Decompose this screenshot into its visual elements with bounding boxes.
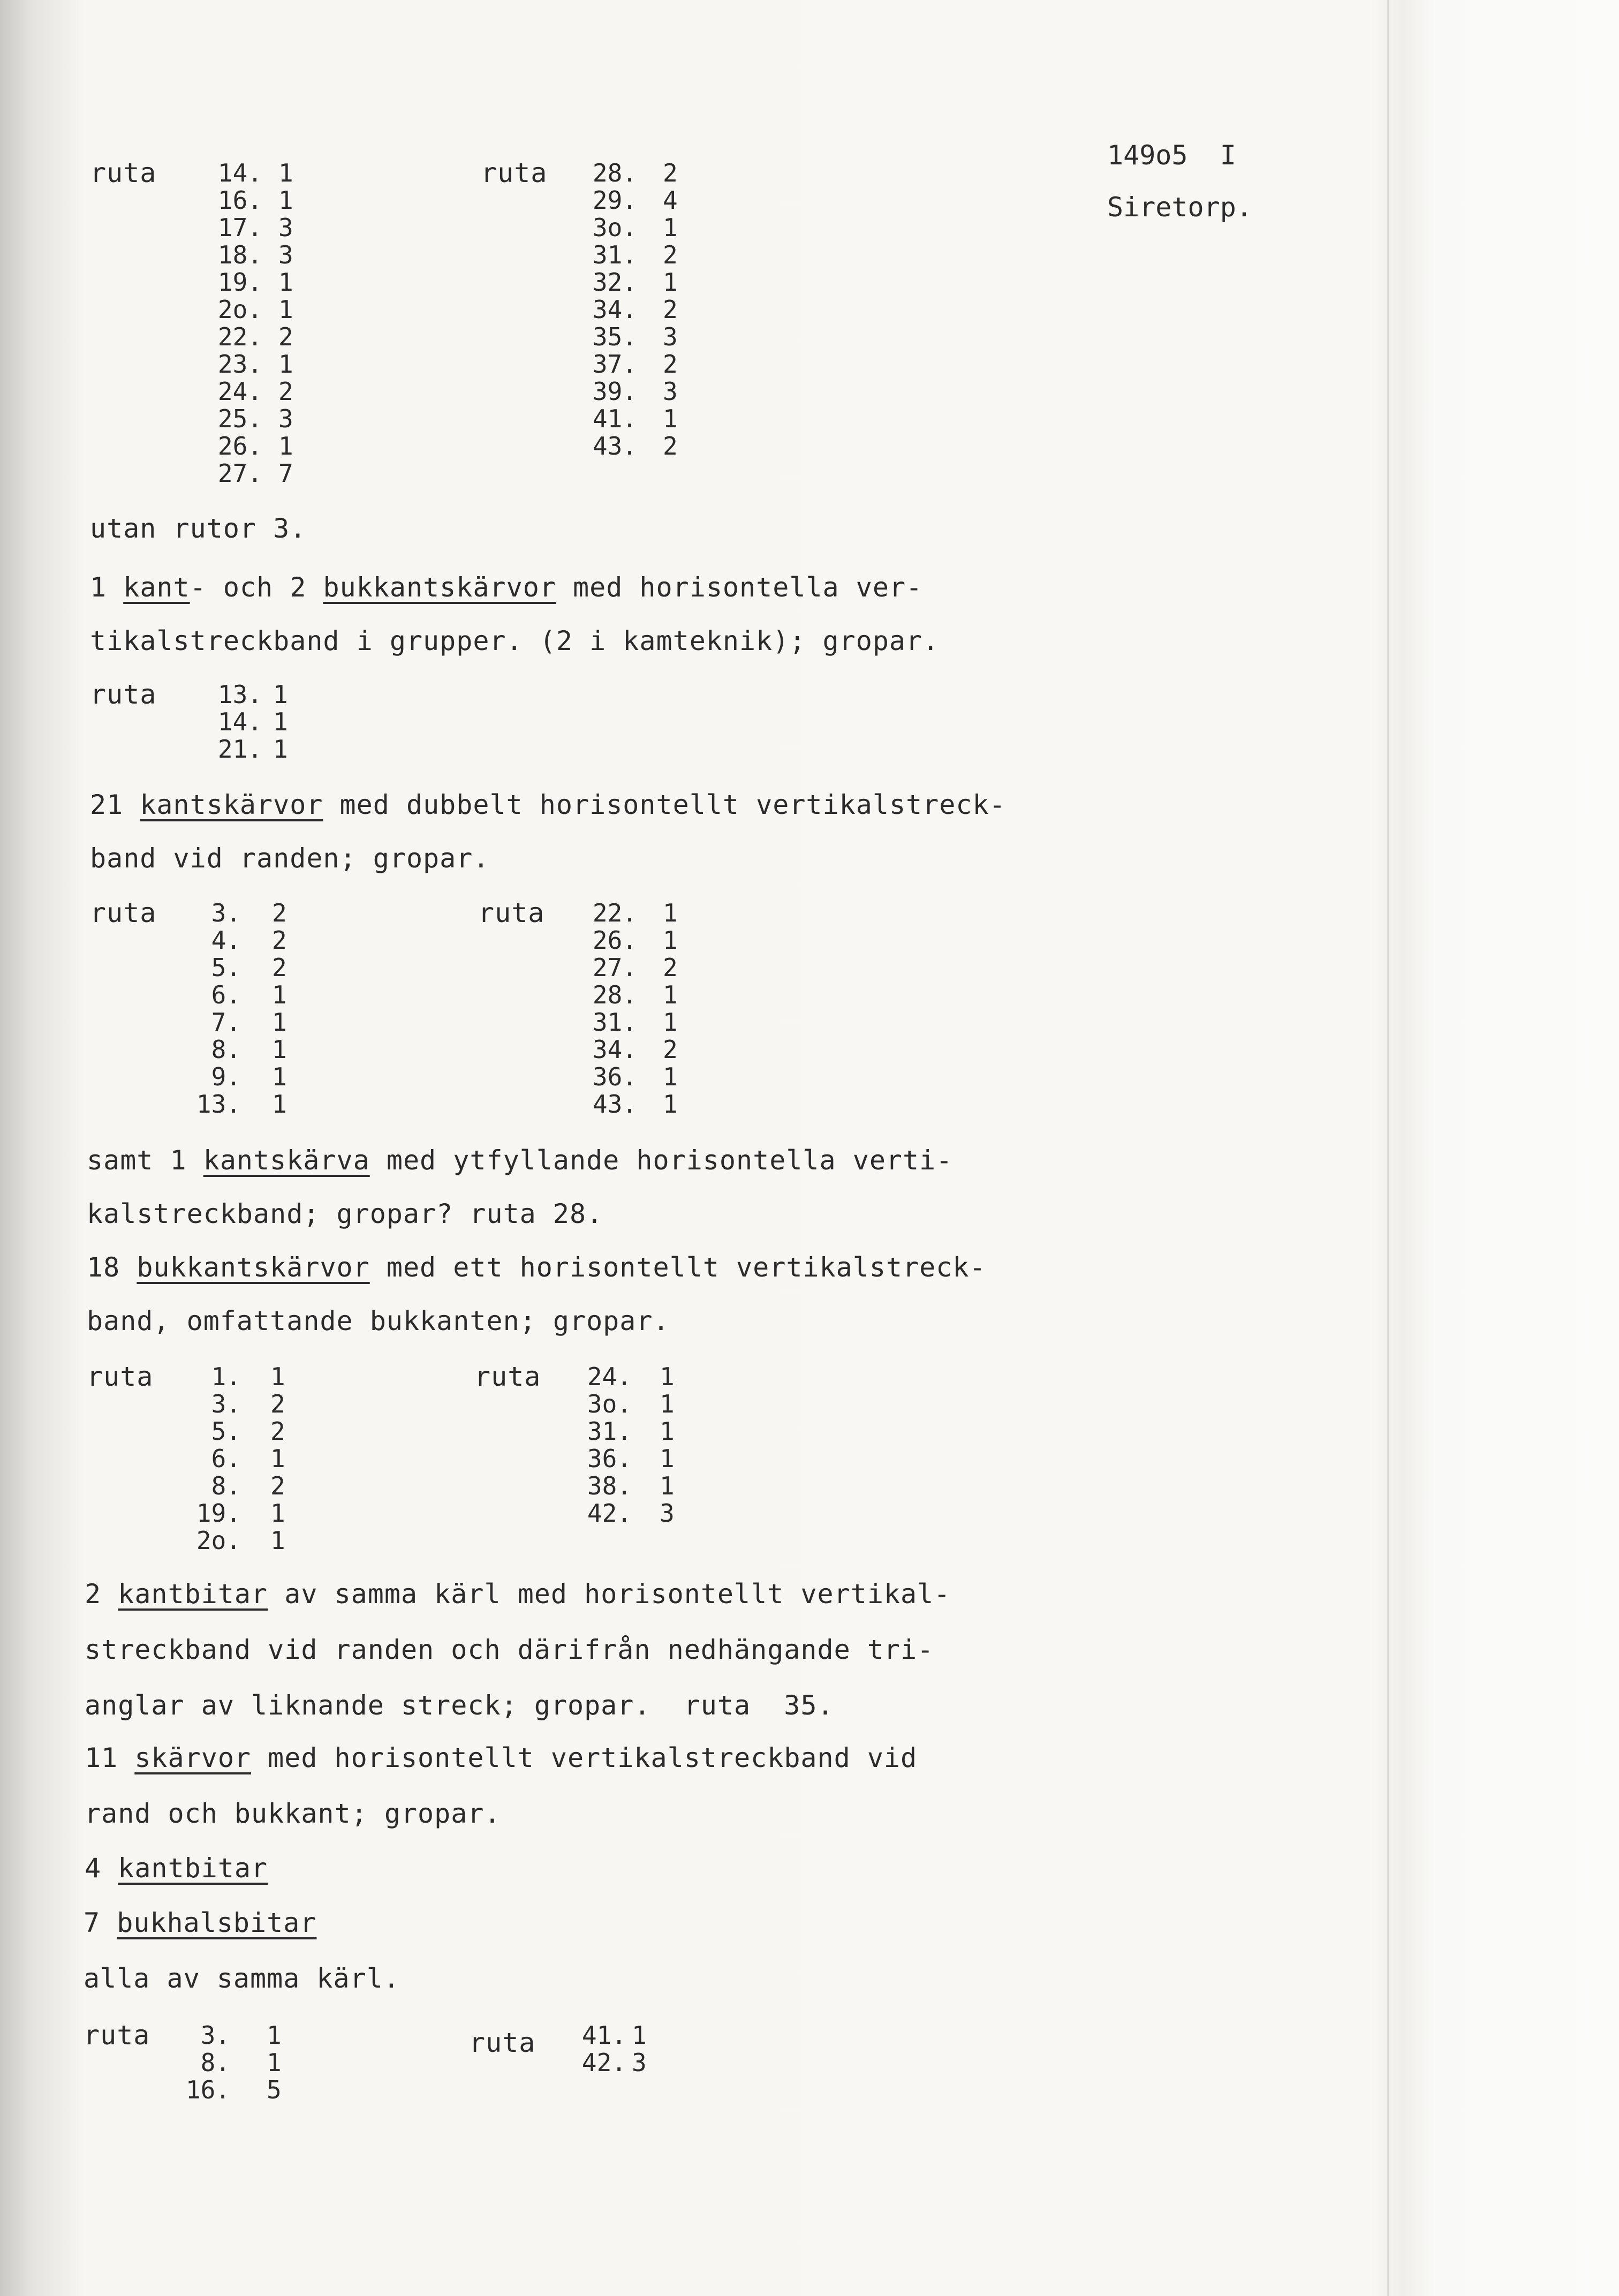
b1-left-square-4: 18. xyxy=(217,240,262,269)
b3-left-count-8: 1 xyxy=(272,1090,287,1119)
b2-count-2: 1 xyxy=(273,707,288,736)
b1-left-square-9: 24. xyxy=(217,377,262,406)
b2-mid: - och 2 xyxy=(190,572,323,603)
b7-line1 xyxy=(85,1744,917,1771)
b1-left-label: ruta xyxy=(90,157,157,188)
b7-line2: rand och bukkant; gropar. xyxy=(85,1798,501,1829)
catalog-number: 149o5 I xyxy=(1107,140,1236,171)
b2-lead: 1 xyxy=(90,572,124,603)
b5-right-count-1: 1 xyxy=(660,1362,675,1391)
page-edge-shadow xyxy=(1387,0,1389,2296)
b8-lead: 4 xyxy=(85,1853,118,1884)
b1-right-square-6: 34. xyxy=(592,295,637,324)
b3-right-count-6: 2 xyxy=(663,1035,678,1064)
b1-left-count-3: 3 xyxy=(278,213,293,242)
b3-left-label: ruta xyxy=(90,897,157,928)
b9-left-square-1: 3. xyxy=(200,2021,230,2050)
b1-left-count-6: 1 xyxy=(278,295,293,324)
b2-count-1: 1 xyxy=(273,680,288,709)
b5-left-square-6: 19. xyxy=(196,1499,241,1528)
b1-right-count-2: 4 xyxy=(663,186,678,215)
b3-left-count-6: 1 xyxy=(272,1035,287,1064)
b3-left-count-3: 2 xyxy=(272,953,287,982)
b6-line1 xyxy=(85,1578,951,1610)
b5-left-square-3: 5. xyxy=(211,1417,241,1446)
b3-right-square-5: 31. xyxy=(592,1008,637,1037)
b2-line2: tikalstreckband i grupper. (2 i kamteknik); gropar. xyxy=(90,625,940,656)
b6-term: kantbitar xyxy=(118,1578,268,1610)
b1-right-square-numbers xyxy=(568,160,637,460)
b3-lead: 21 xyxy=(90,789,140,820)
b5-line1 xyxy=(87,1254,986,1281)
b5-right-label: ruta xyxy=(474,1361,541,1392)
b5-right-square-3: 31. xyxy=(587,1417,632,1446)
b3-right-count-3: 2 xyxy=(663,953,678,982)
b5-right-count-5: 1 xyxy=(660,1471,675,1500)
b2-count-3: 1 xyxy=(273,735,288,764)
b3-left-square-2: 4. xyxy=(211,926,241,955)
b9-right-label: ruta xyxy=(469,2027,536,2058)
b5-right-square-1: 24. xyxy=(587,1362,632,1391)
b5-lead: 18 xyxy=(87,1252,137,1283)
b3-line1-rest: med dubbelt horisontellt vertikalstreck- xyxy=(323,789,1006,820)
b1-right-count-1: 2 xyxy=(663,158,678,187)
b5-left-count-6: 1 xyxy=(270,1499,285,1528)
b3-right-count-2: 1 xyxy=(663,926,678,955)
b1-left-square-1: 14. xyxy=(217,158,262,187)
b9-left-square-numbers xyxy=(166,2022,230,2104)
b5-left-square-2: 3. xyxy=(211,1389,241,1418)
b1-right-square-3: 3o. xyxy=(592,213,637,242)
b9-right-square-2: 42. xyxy=(581,2048,626,2077)
b9-left-count-2: 1 xyxy=(267,2048,282,2077)
b3-left-square-numbers xyxy=(177,900,241,1118)
b1-right-count-9: 3 xyxy=(663,377,678,406)
b6-lead: 2 xyxy=(85,1578,118,1610)
b3-right-square-6: 34. xyxy=(592,1035,637,1064)
b1-left-square-2: 16. xyxy=(217,186,262,215)
b5-left-count-3: 2 xyxy=(270,1417,285,1446)
b5-left-square-4: 6. xyxy=(211,1444,241,1473)
b1-left-square-8: 23. xyxy=(217,350,262,379)
b9-right-square-numbers xyxy=(562,2022,626,2076)
b1-right-label: ruta xyxy=(481,157,548,188)
b1-left-count-2: 1 xyxy=(278,186,293,215)
b1-right-square-11: 43. xyxy=(592,432,637,460)
b5-right-counts xyxy=(660,1363,675,1527)
b1-right-count-6: 2 xyxy=(663,295,678,324)
b5-right-count-2: 1 xyxy=(660,1389,675,1418)
b2-line1 xyxy=(90,574,922,601)
b3-left-square-6: 8. xyxy=(211,1035,241,1064)
b9-right-square-1: 41. xyxy=(581,2021,626,2050)
b3-left-square-8: 13. xyxy=(196,1090,241,1119)
b1-right-count-3: 1 xyxy=(663,213,678,242)
b1-right-count-4: 2 xyxy=(663,240,678,269)
b3-right-count-4: 1 xyxy=(663,980,678,1009)
b4-line2: kalstreckband; gropar? ruta 28. xyxy=(87,1198,603,1229)
b3-left-square-3: 5. xyxy=(211,953,241,982)
b1-right-count-11: 2 xyxy=(663,432,678,460)
b1-right-square-1: 28. xyxy=(592,158,637,187)
b6-line1-rest: av samma kärl med horisontellt vertikal- xyxy=(268,1578,951,1610)
b5-left-count-1: 1 xyxy=(270,1362,285,1391)
b3-left-square-5: 7. xyxy=(211,1008,241,1037)
b1-left-count-12: 7 xyxy=(278,459,293,488)
b5-left-square-5: 8. xyxy=(211,1471,241,1500)
b1-right-count-10: 1 xyxy=(663,404,678,433)
b3-left-square-1: 3. xyxy=(211,898,241,927)
b3-left-square-4: 6. xyxy=(211,980,241,1009)
b7-lead: 11 xyxy=(85,1742,135,1773)
b5-right-square-4: 36. xyxy=(587,1444,632,1473)
b3-right-count-5: 1 xyxy=(663,1008,678,1037)
b6-line2: streckband vid randen och därifrån nedhängande tri- xyxy=(85,1634,934,1665)
b1-right-count-5: 1 xyxy=(663,268,678,297)
b3-line1 xyxy=(90,791,1006,818)
b2-square-2: 14. xyxy=(217,707,262,736)
b1-left-count-5: 1 xyxy=(278,268,293,297)
b3-right-square-1: 22. xyxy=(592,898,637,927)
b1-left-square-6: 2o. xyxy=(217,295,262,324)
b3-left-count-5: 1 xyxy=(272,1008,287,1037)
b1-right-square-8: 37. xyxy=(592,350,637,379)
b5-left-count-7: 1 xyxy=(270,1526,285,1555)
b3-right-square-4: 28. xyxy=(592,980,637,1009)
b1-left-square-11: 26. xyxy=(217,432,262,460)
b4-line1-rest: med ytfyllande horisontella verti- xyxy=(369,1145,953,1176)
b3-left-count-2: 2 xyxy=(272,926,287,955)
b3-right-square-3: 27. xyxy=(592,953,637,982)
b9-right-counts xyxy=(632,2022,647,2076)
b1-left-count-8: 1 xyxy=(278,350,293,379)
b9-right-count-1: 1 xyxy=(632,2021,647,2050)
b5-left-square-7: 2o. xyxy=(196,1526,241,1555)
b9-left-label: ruta xyxy=(84,2020,150,2051)
b5-left-square-1: 1. xyxy=(211,1362,241,1391)
b3-left-count-4: 1 xyxy=(272,980,287,1009)
b3-left-counts xyxy=(272,900,287,1118)
b9-lead: 7 xyxy=(84,1907,117,1938)
b5-right-square-6: 42. xyxy=(587,1499,632,1528)
b5-line2: band, omfattande bukkanten; gropar. xyxy=(87,1305,670,1336)
b1-left-counts xyxy=(278,160,293,487)
b9-term: bukhalsbitar xyxy=(117,1907,317,1938)
b3-left-count-1: 2 xyxy=(272,898,287,927)
b1-right-counts xyxy=(663,160,678,460)
b5-right-square-2: 3o. xyxy=(587,1389,632,1418)
b1-right-square-7: 35. xyxy=(592,322,637,351)
b2-square-1: 13. xyxy=(217,680,262,709)
b2-square-3: 21. xyxy=(217,735,262,764)
b1-right-square-5: 32. xyxy=(592,268,637,297)
b4-lead: samt 1 xyxy=(87,1145,203,1176)
b5-right-count-6: 3 xyxy=(660,1499,675,1528)
b2-label: ruta xyxy=(90,679,157,710)
b4-line1 xyxy=(87,1147,952,1174)
b8-term: kantbitar xyxy=(118,1853,268,1884)
b5-left-counts xyxy=(270,1363,285,1554)
b1-left-square-7: 22. xyxy=(217,322,262,351)
b3-right-square-8: 43. xyxy=(592,1090,637,1119)
b5-line1-rest: med ett horisontellt vertikalstreck- xyxy=(369,1252,986,1283)
b1-left-count-1: 1 xyxy=(278,158,293,187)
b3-left-count-7: 1 xyxy=(272,1062,287,1091)
b9-left-count-1: 1 xyxy=(267,2021,282,2050)
b4-term: kantskärva xyxy=(203,1145,370,1176)
site-name: Siretorp. xyxy=(1107,192,1252,223)
b3-left-square-7: 9. xyxy=(211,1062,241,1091)
b2-line1-rest: med horisontella ver- xyxy=(556,572,923,603)
b5-left-count-2: 2 xyxy=(270,1389,285,1418)
b9-left-square-2: 8. xyxy=(200,2048,230,2077)
b5-right-count-3: 1 xyxy=(660,1417,675,1446)
b9-left-counts xyxy=(267,2022,282,2104)
b3-right-count-8: 1 xyxy=(663,1090,678,1119)
b1-right-count-7: 3 xyxy=(663,322,678,351)
b3-right-count-1: 1 xyxy=(663,898,678,927)
b3-right-label: ruta xyxy=(478,897,545,928)
b1-right-square-10: 41. xyxy=(592,404,637,433)
b1-right-square-4: 31. xyxy=(592,240,637,269)
b3-term: kantskärvor xyxy=(140,789,323,820)
b5-left-label: ruta xyxy=(87,1361,154,1392)
b2-term1: kant xyxy=(123,572,190,603)
b2-counts xyxy=(273,681,288,763)
b5-right-square-numbers xyxy=(568,1363,632,1527)
b1-left-count-10: 3 xyxy=(278,404,293,433)
b1-left-square-5: 19. xyxy=(217,268,262,297)
b8-line1 xyxy=(85,1855,268,1882)
b1-left-count-4: 3 xyxy=(278,240,293,269)
b3-right-counts xyxy=(663,900,678,1118)
b3-right-count-7: 1 xyxy=(663,1062,678,1091)
b1-left-count-7: 2 xyxy=(278,322,293,351)
b2-term2: bukkantskärvor xyxy=(323,572,556,603)
b5-left-count-4: 1 xyxy=(270,1444,285,1473)
b3-line2: band vid randen; gropar. xyxy=(90,843,490,874)
b1-right-count-8: 2 xyxy=(663,350,678,379)
b2-square-numbers xyxy=(177,681,262,763)
b1-left-square-12: 27. xyxy=(217,459,262,488)
b3-right-square-2: 26. xyxy=(592,926,637,955)
b5-right-square-5: 38. xyxy=(587,1471,632,1500)
b5-left-square-numbers xyxy=(177,1363,241,1554)
b1-right-square-2: 29. xyxy=(592,186,637,215)
b3-right-square-numbers xyxy=(568,900,637,1118)
b3-right-square-7: 36. xyxy=(592,1062,637,1091)
b1-left-square-3: 17. xyxy=(217,213,262,242)
b5-left-count-5: 2 xyxy=(270,1471,285,1500)
b9-line1 xyxy=(84,1909,316,1936)
b7-term: skärvor xyxy=(134,1742,252,1773)
b1-note: utan rutor 3. xyxy=(90,513,307,544)
b5-right-count-4: 1 xyxy=(660,1444,675,1473)
b5-term: bukkantskärvor xyxy=(137,1252,370,1283)
b1-left-square-10: 25. xyxy=(217,404,262,433)
b1-left-count-11: 1 xyxy=(278,432,293,460)
b6-line3: anglar av liknande streck; gropar. ruta 35. xyxy=(85,1690,834,1721)
b1-right-square-9: 39. xyxy=(592,377,637,406)
b1-left-count-9: 2 xyxy=(278,377,293,406)
b9-left-count-3: 5 xyxy=(267,2075,282,2104)
b7-line1-rest: med horisontellt vertikalstreckband vid xyxy=(251,1742,918,1773)
b9-right-count-2: 3 xyxy=(632,2048,647,2077)
b9-left-square-3: 16. xyxy=(185,2075,230,2104)
b9-line2: alla av samma kärl. xyxy=(84,1963,400,1994)
b1-left-square-numbers xyxy=(177,160,262,487)
